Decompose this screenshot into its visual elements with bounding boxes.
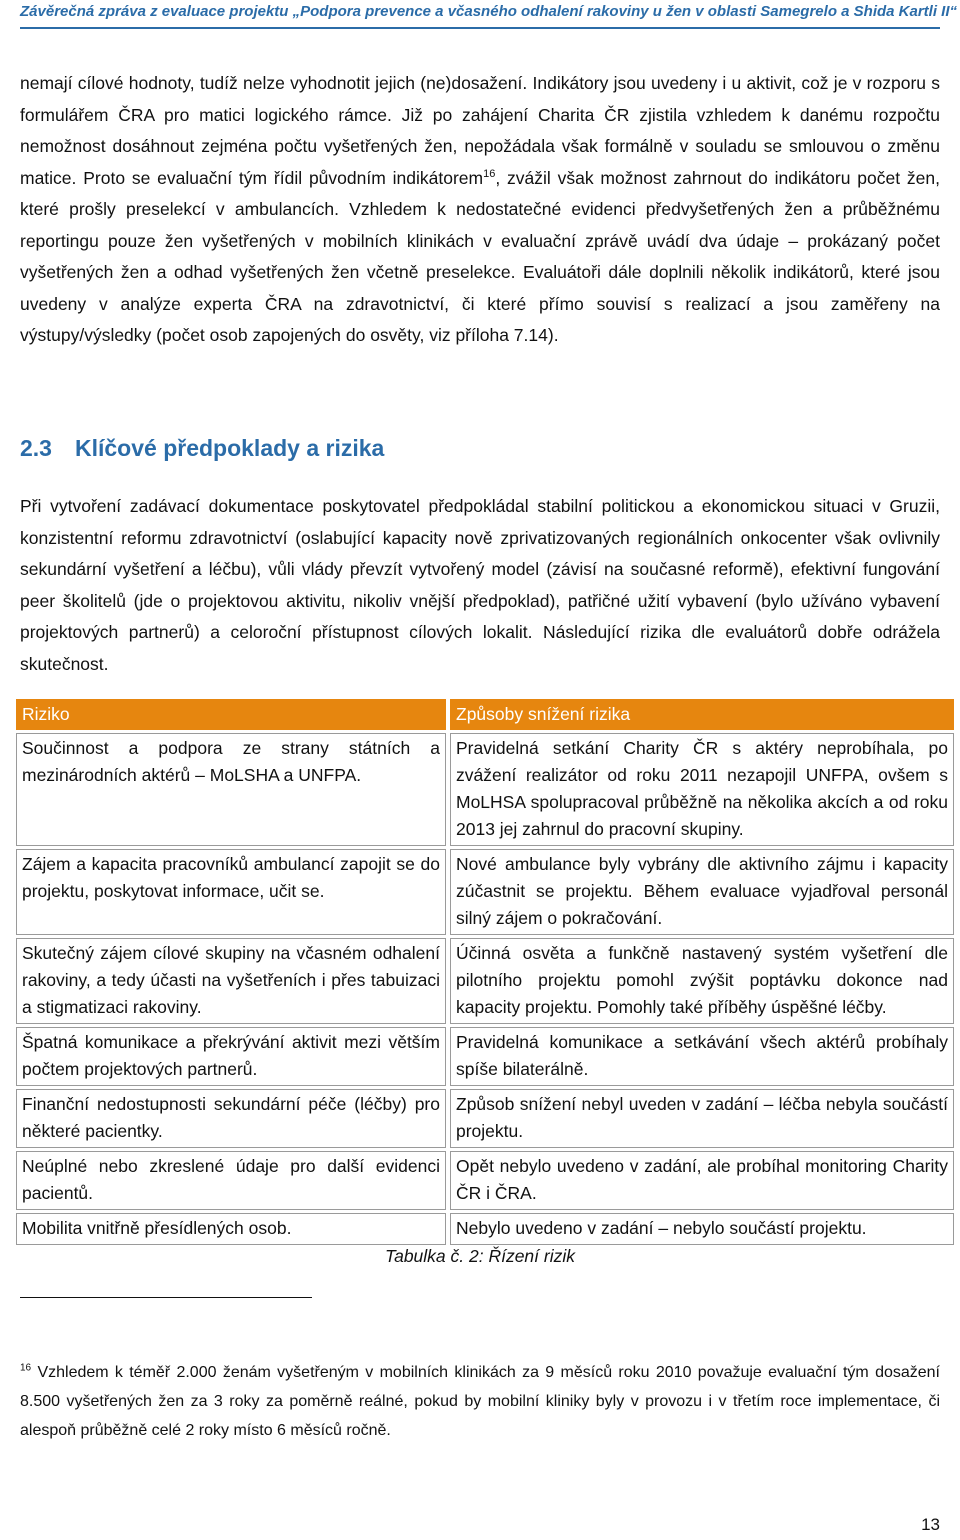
table-row [16, 849, 954, 935]
table-row [16, 1213, 954, 1245]
table-row [16, 1027, 954, 1086]
risk-cell: Zájem a kapacita pracovníků ambulancí zapojit se do projektu, poskytovat informace, učit se. [16, 849, 446, 935]
table-row [16, 733, 954, 846]
mitigation-cell: Účinná osvěta a funkčně nastavený systém vyšetření dle pilotního projektu pomohl zvýšit poptávku dokonce nad kapacity projektu. Pomohly také příběhy úspěšné léčby. [450, 938, 954, 1024]
risk-table-header-row [16, 699, 954, 730]
mitigation-cell: Způsob snížení nebyl uveden v zadání – léčba nebyla součástí projektu. [450, 1089, 954, 1148]
paragraph-assumptions [20, 491, 940, 680]
risk-table [12, 696, 958, 1248]
mitigation-cell: Pravidelná setkání Charity ČR s aktéry neprobíhala, po zvážení realizátor od roku 2011 nezapojil UNFPA, ovšem s MoLHSA spolupracoval průběžně na několika akcích a od roku 2013 jej zahrnul do pracovní skupiny. [450, 733, 954, 846]
footnote-number: 16 [20, 1362, 32, 1374]
paragraph-indicators [20, 68, 940, 352]
footnote-reference[interactable]: 16 [483, 167, 496, 180]
table-row [16, 1151, 954, 1210]
table-row [16, 938, 954, 1024]
paragraph-text: , zvážil však možnost zahrnout do indikátoru počet žen, které prošly preselekcí v ambulancích. Vzhledem k nedostatečné evidenci předvyšetřených žen a průběžnému reportingu pouze žen vyšetřených v mobilních klinikách v evaluační zprávě uvádí dva údaje – prokázaný počet vyšetřených žen a odhad vyšetřených žen včetně preselekce. Evaluátoři dále doplnili několik indikátorů, které jsou uvedeny v analýze experta ČRA na zdravotnictví, či které přímo souvisí s realizací a jsou zaměřeny na výstupy/výsledky (počet osob zapojených do osvěty, viz příloha 7.14). [20, 167, 940, 345]
running-header: Závěrečná zpráva z evaluace projektu „Podpora prevence a včasného odhalení rakoviny u žen v oblasti Samegrelo a Shida Kartli II“ [20, 3, 958, 20]
risk-cell: Špatná komunikace a překrývání aktivit mezi větším počtem projektových partnerů. [16, 1027, 446, 1086]
table-row [16, 1089, 954, 1148]
mitigation-cell: Opět nebylo uvedeno v zadání, ale probíhal monitoring Charity ČR i ČRA. [450, 1151, 954, 1210]
risk-cell: Finanční nedostupnosti sekundární péče (léčby) pro některé pacientky. [16, 1089, 446, 1148]
section-title: Klíčové předpoklady a rizika [75, 435, 385, 461]
mitigation-cell: Nebylo uvedeno v zadání – nebylo součástí projektu. [450, 1213, 954, 1245]
risk-column-header: Riziko [16, 699, 446, 730]
mitigation-cell: Pravidelná komunikace a setkávání všech aktérů probíhaly spíše bilaterálně. [450, 1027, 954, 1086]
header-divider [20, 27, 940, 29]
footnote-separator [20, 1297, 312, 1298]
section-number: 2.3 [20, 435, 52, 461]
footnote [20, 1358, 940, 1445]
risk-cell: Skutečný zájem cílové skupiny na včasném odhalení rakoviny, a tedy účasti na vyšetřeních i přes tabuizaci a stigmatizaci rakoviny. [16, 938, 446, 1024]
risk-cell: Součinnost a podpora ze strany státních a mezinárodních aktérů – MoLSHA a UNFPA. [16, 733, 446, 846]
footnote-text: Vzhledem k téměř 2.000 ženám vyšetřeným v mobilních klinikách za 9 měsíců roku 2010 považuje evaluační tým dosažení 8.500 vyšetřených žen za 3 roky za poměrně reálné, pokud by mobilní kliniky byly v provozu i v třetím roce implementace, či alespoň průběžně celé 2 roky místo 6 měsíců ročně. [20, 1364, 940, 1439]
page-number: 13 [921, 1515, 940, 1534]
mitigation-cell: Nové ambulance byly vybrány dle aktivního zájmu i kapacity zúčastnit se projektu. Během evaluace vyjadřoval personál silný zájem o pokračování. [450, 849, 954, 935]
paragraph-text: Při vytvoření zadávací dokumentace poskytovatel předpokládal stabilní politickou a ekonomickou situaci v Gruzii, konzistentní reformu zdravotnictví (oslabující kapacity nově zprivatizovaných regionálních onkocenter však ovlivnily sekundární vyšetření a léčbu), vůli vlády převzít vytvořený model (závisí na současné reformě), efektivní fungování peer školitelů (jde o projektovou aktivitu, nikoliv vnější předpoklad), patřičné užití vybavení (bylo užíváno vybavení projektových partnerů) a celoroční přístupnost cílových lokalit. Následující rizika dle evaluátorů dobře odrážela skutečnost. [20, 496, 940, 674]
table-caption: Tabulka č. 2: Řízení rizik [385, 1246, 575, 1266]
paragraph-text: nemají cílové hodnoty, tudíž nelze vyhodnotit jejich (ne)dosažení. Indikátory jsou uvedeny i u aktivit, což je v rozporu s formulářem ČRA pro matici logického rámce. Již po zahájení Charita ČR zjistila vzhledem k danému rozpočtu nemožnost dosáhnout zejména počtu vyšetřených žen, nepožádala však formálně v souladu se smlouvou o změnu matice. Proto se evaluační tým řídil původním indikátorem [20, 73, 940, 188]
section-heading [20, 435, 384, 462]
risk-cell: Mobilita vnitřně přesídlených osob. [16, 1213, 446, 1245]
risk-cell: Neúplné nebo zkreslené údaje pro další evidenci pacientů. [16, 1151, 446, 1210]
mitigation-column-header: Způsoby snížení rizika [450, 699, 954, 730]
